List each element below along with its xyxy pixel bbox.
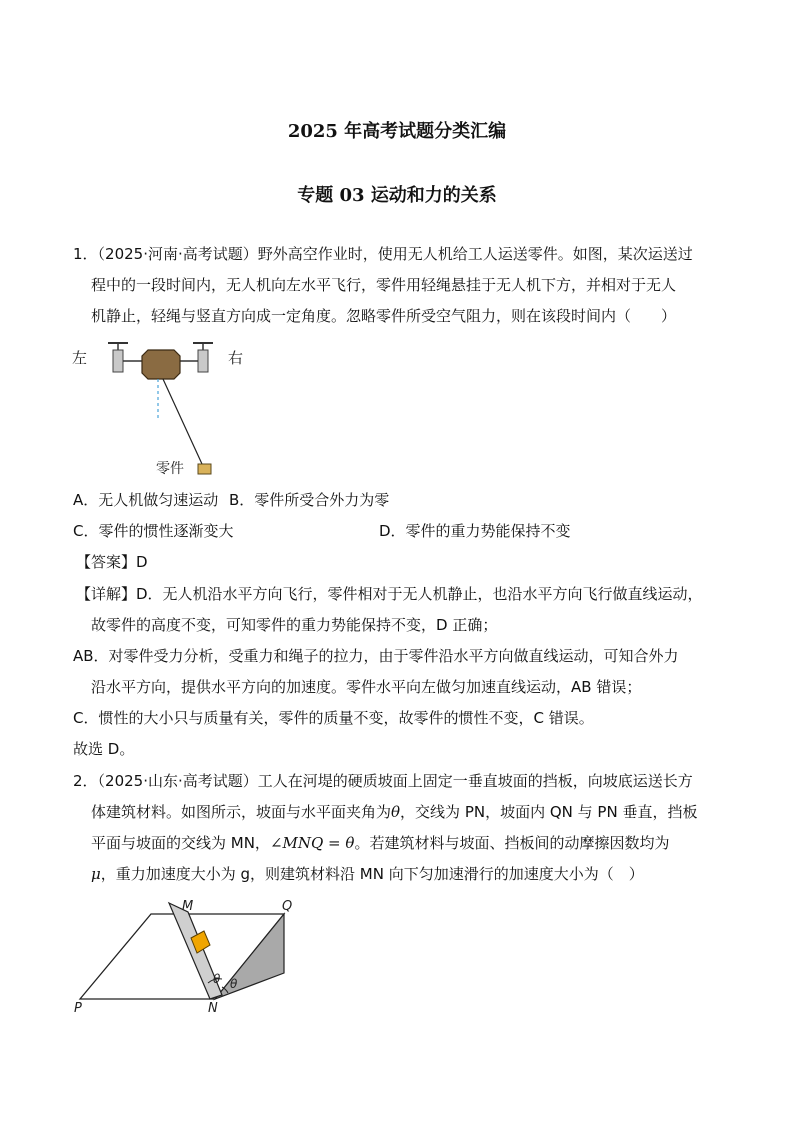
q2-stem-line3: 平面与坡面的交线为 MN，∠MNQ = θ。若建筑材料与坡面、挡板间的动摩擦因数均为 (91, 834, 670, 852)
q2-slope-figure (70, 897, 310, 1017)
drone-body (142, 350, 180, 379)
q1-option-c: C．零件的惯性逐渐变大 (73, 522, 234, 540)
theta-symbol: θ (391, 803, 401, 821)
part-block (198, 464, 211, 474)
q1-detail-line6: 故选 D。 (73, 740, 135, 758)
q1-detail-line4: 沿水平方向，提供水平方向的加速度。零件水平向左做匀加速直线运动，AB 错误； (91, 678, 642, 696)
q2-stem-line1: 2．（2025·山东·高考试题）工人在河堤的硬质坡面上固定一垂直坡面的挡板，向坡底运送长方 (73, 772, 693, 790)
document-subtitle: 专题 03 运动和力的关系 (297, 185, 497, 206)
right-motor (198, 350, 208, 372)
q1-detail-line1: 【详解】D．无人机沿水平方向飞行，零件相对于无人机静止，也沿水平方向飞行做直线运动， (76, 585, 703, 603)
q1-part-label: 零件 (156, 461, 184, 477)
mu-symbol: μ (91, 865, 101, 883)
q1-detail-line5: C．惯性的大小只与质量有关，零件的质量不变，故零件的惯性不变，C 错误。 (73, 709, 594, 727)
q1-drone-figure (68, 337, 268, 477)
q1-stem-line3: 机静止，轻绳与竖直方向成一定角度。忽略零件所受空气阻力，则在该段时间内（ ） (91, 307, 677, 325)
left-motor (113, 350, 123, 372)
q2-stem-line4: μ，重力加速度大小为 g，则建筑材料沿 MN 向下匀加速滑行的加速度大小为（ ） (91, 865, 644, 883)
q1-stem-line1: 1．（2025·河南·高考试题）野外高空作业时，使用无人机给工人运送零件。如图，某次运送过 (73, 245, 693, 263)
q1-option-d: D．零件的重力势能保持不变 (379, 522, 571, 540)
document-title: 2025 年高考试题分类汇编 (287, 121, 507, 142)
q1-answer: 【答案】D (76, 553, 148, 571)
theta-label-1: θ (213, 972, 221, 986)
q1-stem-line2: 程中的一段时间内，无人机向左水平飞行，零件用轻绳悬挂于无人机下方，并相对于无人 (91, 276, 677, 294)
q2-stem-line2: 体建筑材料。如图所示，坡面与水平面夹角为θ，交线为 PN，坡面内 QN 与 PN 垂直，挡板 (91, 803, 698, 821)
point-p-label: P (74, 1001, 82, 1016)
point-n-label: N (208, 1001, 218, 1016)
q1-option-a: A．无人机做匀速运动 (73, 491, 219, 509)
rope (163, 379, 202, 464)
q1-detail-line3: AB．对零件受力分析，受重力和绳子的拉力，由于零件沿水平方向做直线运动，可知合外力 (73, 647, 679, 665)
point-m-label: M (182, 899, 194, 914)
q1-right-label: 右 (228, 349, 244, 367)
q1-detail-line2: 故零件的高度不变，可知零件的重力势能保持不变，D 正确； (91, 616, 498, 634)
point-q-label: Q (282, 899, 293, 914)
q1-option-b: B．零件所受合外力为零 (229, 491, 390, 509)
q1-left-label: 左 (72, 349, 88, 367)
angle-expression: ∠MNQ = θ (269, 834, 355, 852)
theta-label-2: θ (230, 977, 238, 991)
